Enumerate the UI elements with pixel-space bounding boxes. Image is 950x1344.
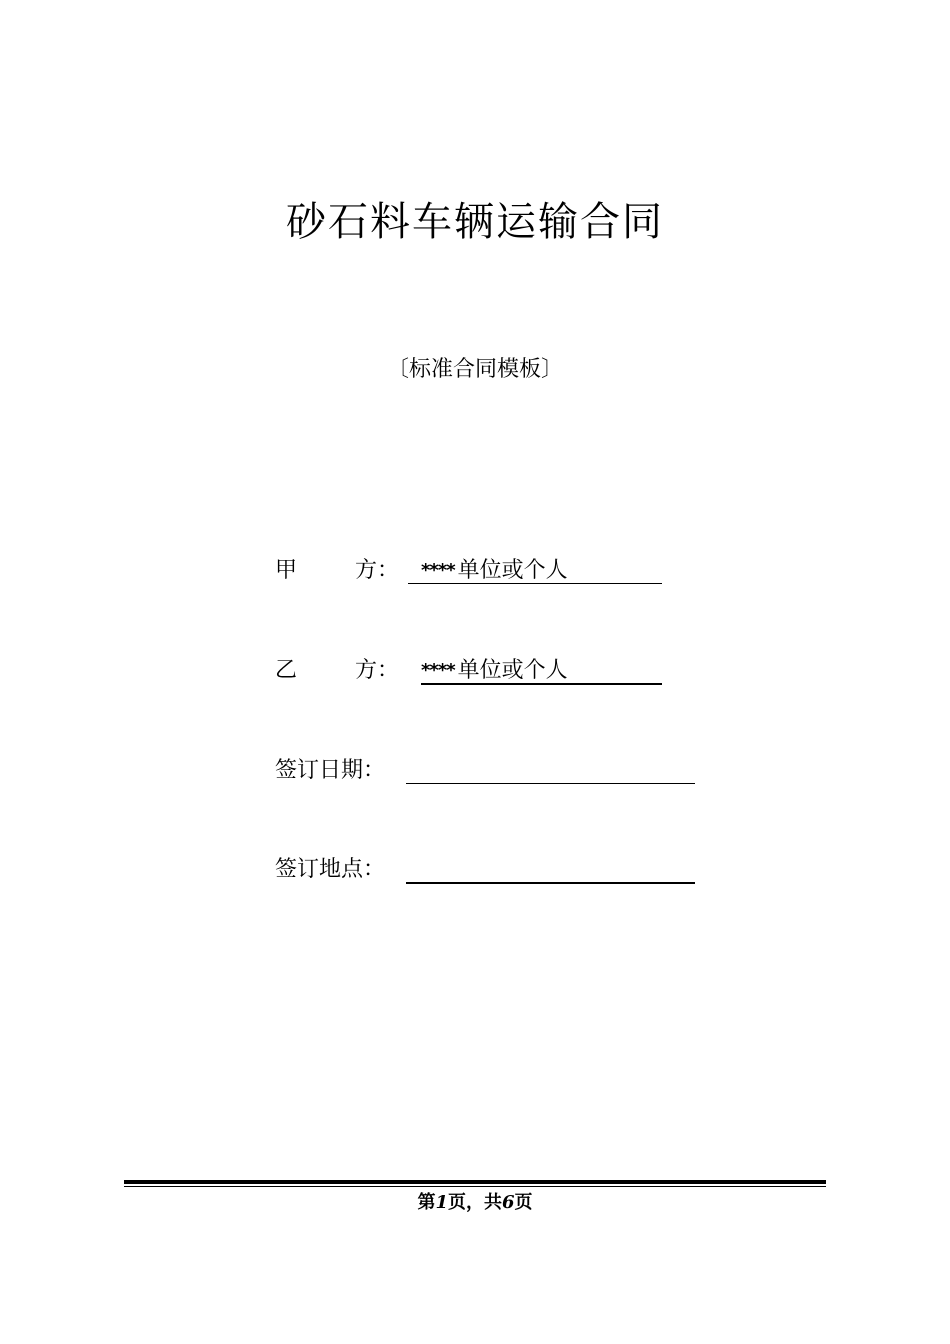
page-number (0, 1188, 950, 1214)
party-b-value-stars: **** (421, 660, 455, 681)
party-b-value-text: 单位或个人 (457, 658, 568, 683)
page-title: 砂石料车辆运输合同 (286, 199, 664, 245)
sign-place-underline[interactable] (406, 882, 695, 884)
party-b-label-first: 乙 (275, 658, 298, 683)
page-number-current: 1 (435, 1192, 448, 1213)
party-b-label (275, 653, 399, 684)
party-a-field (275, 553, 675, 593)
sign-place-label: 签订地点： (275, 857, 386, 882)
party-a-value-text: 单位或个人 (457, 558, 568, 583)
page-number-prefix: 第 (417, 1192, 436, 1213)
page-subtitle: 〔标准合同模板〕 (386, 357, 563, 382)
party-b-label-last: 方： (355, 658, 400, 683)
party-a-value (421, 553, 568, 584)
footer-rule-thin (124, 1186, 826, 1187)
party-a-label-last: 方： (355, 558, 400, 583)
party-a-label (275, 553, 399, 584)
sign-date-label: 签订日期： (275, 758, 386, 783)
party-b-value (421, 653, 568, 684)
party-a-label-first: 甲 (275, 558, 298, 583)
page-number-suffix: 页 (514, 1192, 533, 1213)
party-a-value-stars: **** (421, 560, 455, 581)
sign-place-field (275, 852, 705, 892)
party-b-field (275, 653, 675, 693)
party-a-underline[interactable] (408, 583, 662, 584)
page-number-middle: 页，共 (448, 1192, 502, 1213)
sign-date-underline[interactable] (406, 783, 695, 784)
page-number-total: 6 (502, 1192, 515, 1213)
party-b-underline[interactable] (421, 683, 662, 685)
sign-date-field (275, 753, 705, 793)
footer-rule-thick (124, 1180, 826, 1184)
